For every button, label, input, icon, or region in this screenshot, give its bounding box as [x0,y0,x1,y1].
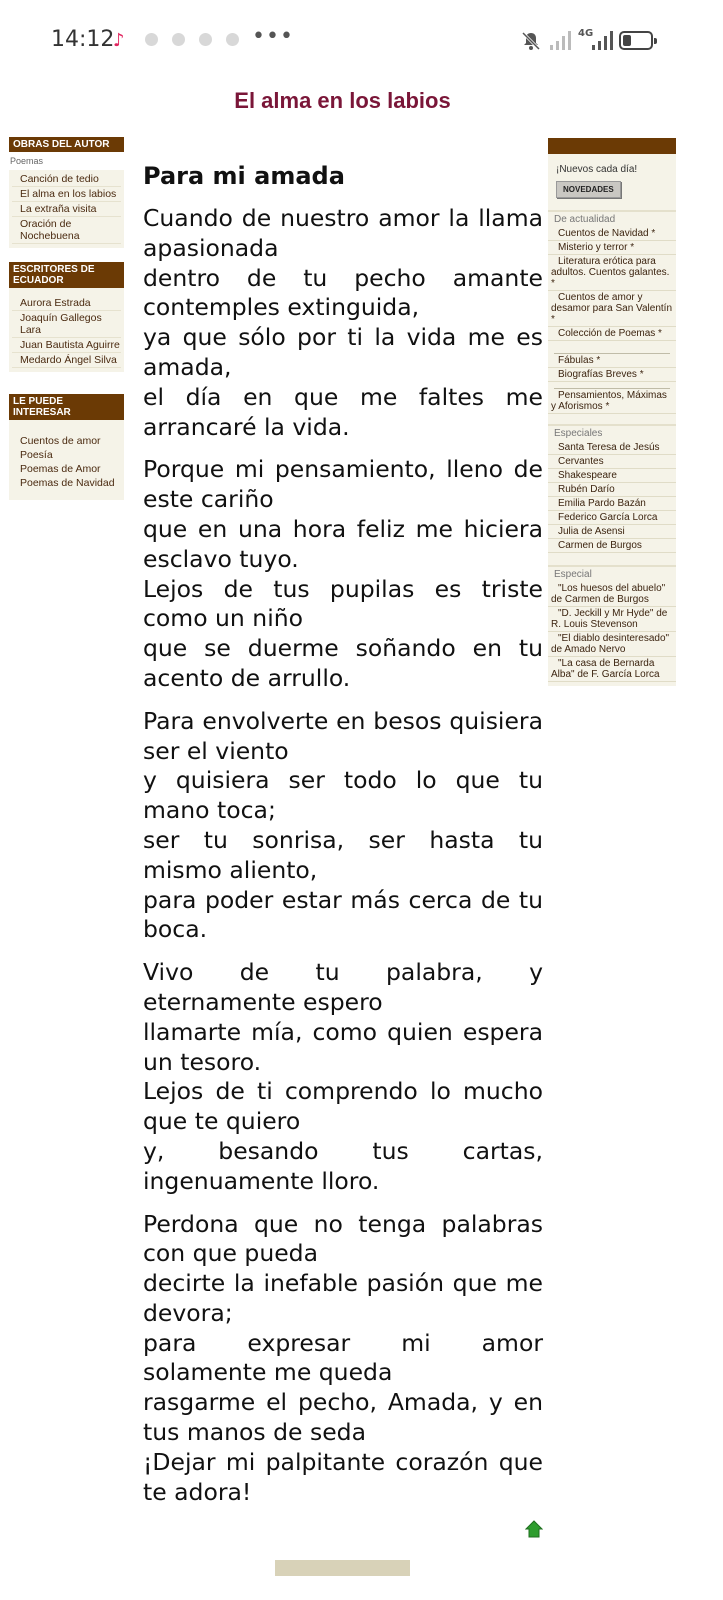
clock: 14:12 [51,27,115,52]
divider [554,341,670,354]
poem-line: Perdona que no tenga palabras con que pueda [143,1209,543,1268]
divider [554,382,670,389]
poem-line: rasgarme el pecho, Amada, y en tus manos de seda [143,1388,543,1447]
obras-list [9,170,124,248]
poem-line: Para envolverte en besos quisiera ser el viento [143,706,543,765]
poem-line: que en una hora feliz me hiciera esclavo tuyo. [143,514,543,573]
novedades-button[interactable]: NOVEDADES [556,181,621,198]
escritores-item[interactable]: Juan Bautista Aguirre [12,338,121,353]
stanza [143,204,543,442]
obras-heading: OBRAS DEL AUTOR [9,137,124,152]
especiales-item[interactable]: Carmen de Burgos [548,539,676,553]
notification-dot-icon [226,33,239,46]
actualidad-item[interactable]: Cuentos de Navidad * [548,227,676,241]
left-sidebar [9,137,124,500]
escritores-heading: ESCRITORES DE ECUADOR [9,262,124,288]
interesar-list [9,420,124,500]
poem-content [143,160,543,1520]
escritores-item[interactable]: Aurora Estrada [12,296,121,311]
obras-subheading: Poemas [10,156,44,166]
actualidad-item[interactable]: Colección de Poemas * [548,327,676,341]
network-type: 4G [578,28,594,39]
poem-line: para expresar mi amor solamente me queda [143,1328,543,1387]
poem-title: Para mi amada [143,162,345,190]
poem-line: ser tu sonrisa, ser hasta tu mismo aliento, [143,825,543,884]
notification-dot-icon [199,33,212,46]
especiales-item[interactable]: Cervantes [548,455,676,469]
poem-line: ¡Dejar mi palpitante corazón que te adora! [143,1447,543,1506]
interesar-item[interactable]: Poemas de Navidad [20,477,115,489]
obras-item[interactable]: La extraña visita [12,202,121,217]
battery-level [623,35,631,46]
especiales-item[interactable]: Shakespeare [548,469,676,483]
signal-icon [592,30,618,50]
poem-line: dentro de tu pecho amante contemples extinguida, [143,263,543,322]
poem-line: Lejos de tus pupilas es triste como un niño [143,574,543,633]
interesar-heading: LE PUEDE INTERESAR [9,394,124,420]
actualidad-heading: De actualidad [548,210,676,227]
interesar-item[interactable]: Cuentos de amor [20,435,101,447]
obras-item[interactable]: El alma en los labios [12,187,121,202]
stanza [143,1210,543,1508]
stanza [143,707,543,945]
especial-heading: Especial [548,565,676,582]
status-bar [0,0,723,82]
especial-item[interactable]: "Los huesos del abuelo" de Carmen de Burgos [548,582,676,607]
poem-line: Lejos de ti comprendo lo mucho que te quiero [143,1077,543,1136]
bottom-bar [275,1560,410,1576]
signal-icon [550,30,576,50]
escritores-item[interactable]: Joaquín Gallegos Lara [12,311,121,338]
especiales-item[interactable]: Rubén Darío [548,483,676,497]
poem-line: decirte la inefable pasión que me devora; [143,1269,543,1327]
poem-line: y, besando tus cartas, ingenuamente lloro. [143,1136,543,1195]
escritores-item[interactable]: Medardo Ángel Silva [12,353,121,368]
more-notifications-icon: ••• [252,24,294,49]
actualidad-item[interactable]: Fábulas * [548,354,676,368]
poem-line: ya que sólo por ti la vida me es amada, [143,323,543,381]
poem-line: que se duerme soñando en tu acento de arrullo. [143,634,543,692]
actualidad-item[interactable]: Cuentos de amor y desamor para San Valentín * [548,291,676,327]
especiales-item[interactable]: Julia de Asensi [548,525,676,539]
poem-line: llamarte mía, como quien espera un tesoro. [143,1017,543,1076]
interesar-item[interactable]: Poesía [20,449,53,461]
actualidad-item[interactable]: Literatura erótica para adultos. Cuentos galantes. * [548,255,676,291]
home-icon[interactable] [525,1520,543,1538]
obras-item[interactable]: Oración de Nochebuena [12,217,121,244]
bell-off-icon [520,30,542,57]
especiales-heading: Especiales [548,424,676,441]
interesar-item[interactable]: Poemas de Amor [20,463,101,475]
actualidad-item[interactable]: Biografías Breves * [548,368,676,382]
especiales-item[interactable]: Santa Teresa de Jesús [548,441,676,455]
stanza [143,958,543,1196]
site-title: El alma en los labios [234,88,451,113]
poem-line: Cuando de nuestro amor la llama apasionada [143,204,543,262]
escritores-list [9,288,124,372]
poem-line: para poder estar más cerca de tu boca. [143,885,543,944]
notification-dot-icon [145,33,158,46]
especial-item[interactable]: "D. Jeckill y Mr Hyde" de R. Louis Stevenson [548,607,676,632]
poem-line: Vivo de tu palabra, y eternamente espero [143,958,543,1016]
especial-item[interactable]: "El diablo desinteresado" de Amado Nervo [548,632,676,657]
actualidad-item[interactable]: Pensamientos, Máximas y Aforismos * [548,389,676,414]
especiales-item[interactable]: Emilia Pardo Bazán [548,497,676,511]
right-sidebar-header [548,138,676,154]
stanza [143,455,543,693]
notification-dot-icon [172,33,185,46]
poem-line: y quisiera ser todo lo que tu mano toca; [143,766,543,825]
actualidad-item[interactable]: Misterio y terror * [548,241,676,255]
obras-item[interactable]: Canción de tedio [12,172,121,187]
poem-line: el día en que me faltes me arrancaré la vida. [143,382,543,441]
tiktok-icon: ♪ [113,30,125,51]
battery-icon [619,31,653,50]
especial-item[interactable]: "La casa de Bernarda Alba" de F. García Lorca [548,657,676,682]
especiales-item[interactable]: Federico García Lorca [548,511,676,525]
new-text: ¡Nuevos cada día! [556,164,638,175]
right-sidebar [548,138,676,686]
poem-line: Porque mi pensamiento, lleno de este cariño [143,455,543,514]
